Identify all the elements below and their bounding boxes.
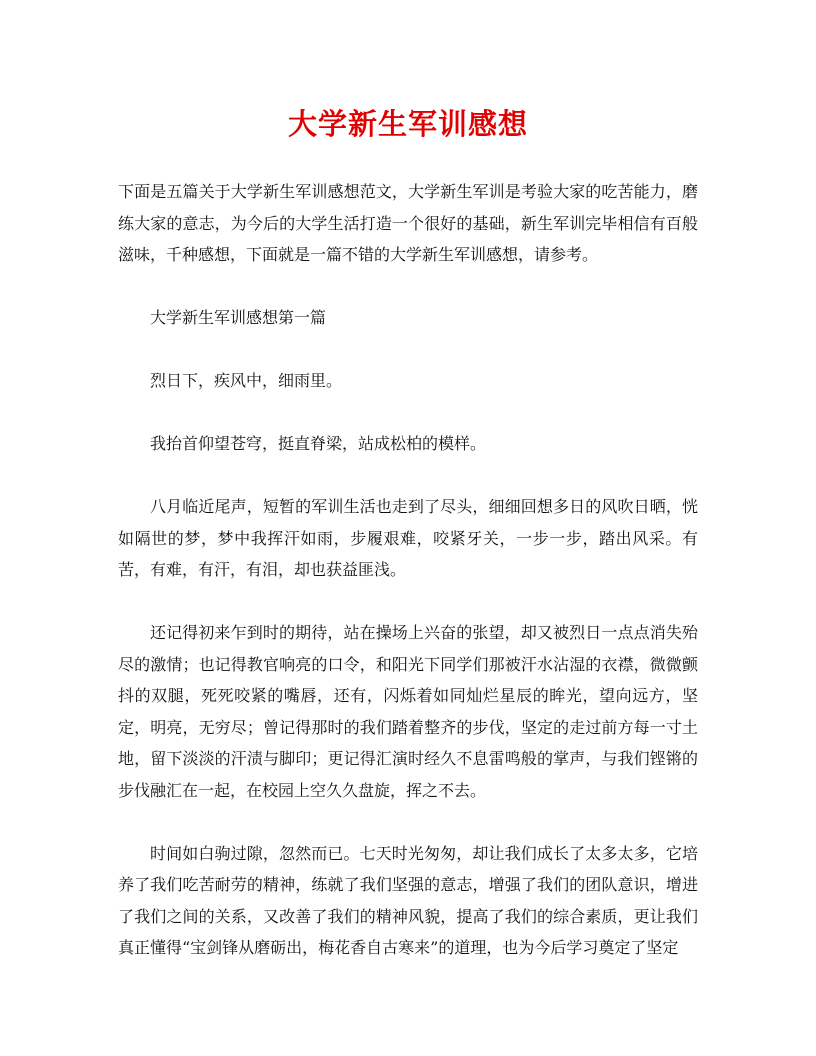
body-paragraph: 我抬首仰望苍穹，挺直脊梁，站成松柏的模样。 bbox=[150, 434, 487, 453]
body-paragraph: 还记得初来乍到时的期待，站在操场上兴奋的张望，却又被烈日一点点消失殆尽的激情；也记得教官响亮的口令，和阳光下同学们那被汗水沾湿的衣襟，微微颤抖的双腿，死死咬紧的嘴唇，还有，闪烁着如同灿烂星辰的眸光，望向远方，坚定，明亮，无穷尽；曾记得那时的我们踏着整齐的步伐，坚定的走过前方每一寸土地，留下淡淡的汗渍与脚印；更记得汇演时经久不息雷鸣般的掌声，与我们铿锵的步伐融汇在一起，在校园上空久久盘旋，挥之不去。 bbox=[118, 623, 698, 800]
section-heading: 大学新生军训感想第一篇 bbox=[150, 308, 327, 327]
body-paragraph: 八月临近尾声，短暂的军训生活也走到了尽头，细细回想多日的风吹日晒，恍如隔世的梦，梦中我挥汗如雨，步履艰难，咬紧牙关，一步一步，踏出风采。有苦，有难，有汗，有泪，却也获益匪浅。 bbox=[118, 497, 698, 579]
document-title: 大学新生军训感想 bbox=[287, 107, 528, 141]
body-paragraph: 时间如白驹过隙，忽然而已。七天时光匆匆，却让我们成长了太多太多，它培养了我们吃苦耐劳的精神，练就了我们坚强的意志，增强了我们的团队意识，增进了我们之间的关系，又改善了我们的精神风貌，提高了我们的综合素质，更让我们真正懂得“宝剑锋从磨砺出，梅花香自古寒来”的道理，也为今后学习奠定了坚定 bbox=[118, 843, 698, 957]
body-paragraph: 烈日下，疾风中，细雨里。 bbox=[150, 371, 343, 390]
intro-paragraph: 下面是五篇关于大学新生军训感想范文，大学新生军训是考验大家的吃苦能力，磨练大家的意志，为今后的大学生活打造一个很好的基础，新生军训完毕相信有百般滋味，千种感想，下面就是一篇不错的大学新生军训感想，请参考。 bbox=[118, 182, 698, 264]
